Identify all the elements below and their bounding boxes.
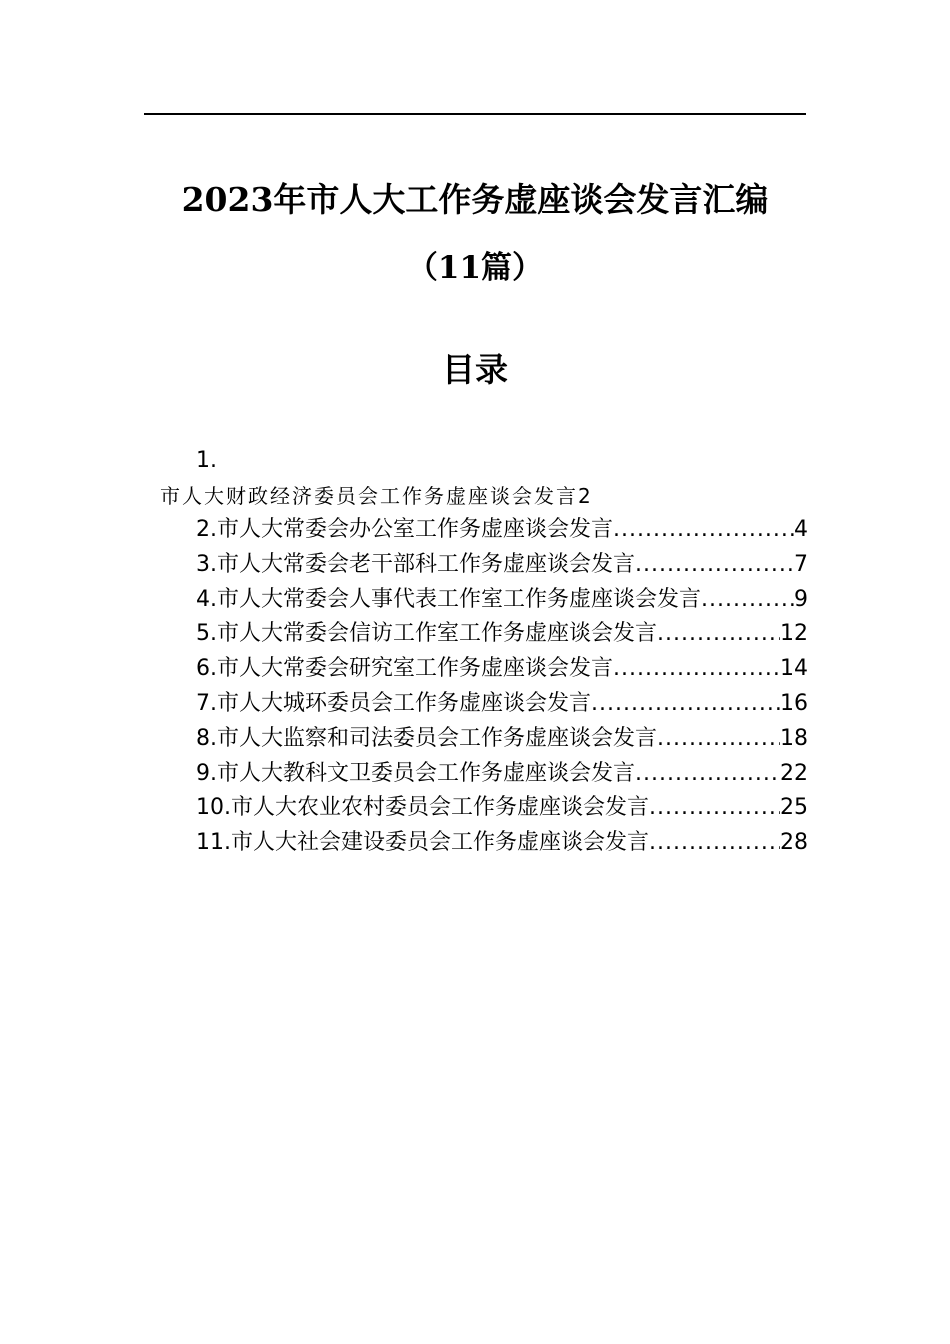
toc-item-label: 7.市人大城环委员会工作务虚座谈会发言 (196, 690, 591, 716)
toc-item-label: 3.市人大常委会老干部科工作务虚座谈会发言 (196, 551, 635, 577)
toc-item-label: 11.市人大社会建设委员会工作务虚座谈会发言 (196, 830, 649, 856)
toc-item-2[interactable] (196, 513, 808, 548)
toc-dot-leader (657, 722, 780, 757)
toc-page-number: 9 (794, 586, 808, 612)
toc-page-number: 18 (780, 725, 808, 751)
toc-item-10[interactable] (196, 791, 808, 826)
toc-page-number: 7 (794, 551, 808, 577)
header-rule (144, 113, 806, 115)
toc-heading: 目录 (442, 350, 508, 389)
toc-item-label: 5.市人大常委会信访工作室工作务虚座谈会发言 (196, 621, 657, 647)
toc-item-1-number[interactable]: 1. (196, 448, 217, 473)
document-subtitle: （11篇） (406, 250, 544, 286)
toc-dot-leader (613, 513, 794, 548)
toc-page-number: 4 (794, 517, 808, 542)
toc-page-number: 25 (780, 795, 808, 821)
toc-page-number: 16 (780, 690, 808, 716)
toc-item-7[interactable] (196, 687, 808, 722)
toc-item-11[interactable] (196, 826, 808, 861)
document-title: 2023年市人大工作务虚座谈会发言汇编 (181, 180, 769, 219)
toc-item-3[interactable] (196, 548, 808, 583)
toc-list (196, 513, 808, 861)
toc-item-4[interactable] (196, 583, 808, 618)
toc-dot-leader (635, 757, 780, 792)
toc-item-5[interactable] (196, 617, 808, 652)
toc-item-label: 4.市人大常委会人事代表工作室工作务虚座谈会发言 (196, 586, 701, 612)
toc-dot-leader (649, 791, 780, 826)
toc-item-9[interactable] (196, 757, 808, 792)
toc-item-label: 8.市人大监察和司法委员会工作务虚座谈会发言 (196, 725, 657, 751)
toc-item-label: 10.市人大农业农村委员会工作务虚座谈会发言 (196, 795, 649, 821)
toc-page-number: 12 (780, 621, 808, 647)
toc-dot-leader (649, 826, 780, 861)
toc-item-label: 6.市人大常委会研究室工作务虚座谈会发言 (196, 656, 613, 682)
toc-dot-leader (613, 652, 780, 687)
toc-item-6[interactable] (196, 652, 808, 687)
toc-dot-leader (591, 687, 780, 722)
toc-item-label: 9.市人大教科文卫委员会工作务虚座谈会发言 (196, 760, 635, 786)
toc-dot-leader (701, 583, 794, 618)
toc-item-label: 2.市人大常委会办公室工作务虚座谈会发言 (196, 517, 613, 542)
toc-page-number: 14 (780, 656, 808, 682)
toc-item-8[interactable] (196, 722, 808, 757)
toc-item-1-text[interactable]: 市人大财政经济委员会工作务虚座谈会发言2 (160, 484, 593, 508)
toc-dot-leader (657, 617, 780, 652)
toc-page-number: 22 (780, 760, 808, 786)
toc-dot-leader (635, 548, 794, 583)
toc-page-number: 28 (780, 830, 808, 856)
